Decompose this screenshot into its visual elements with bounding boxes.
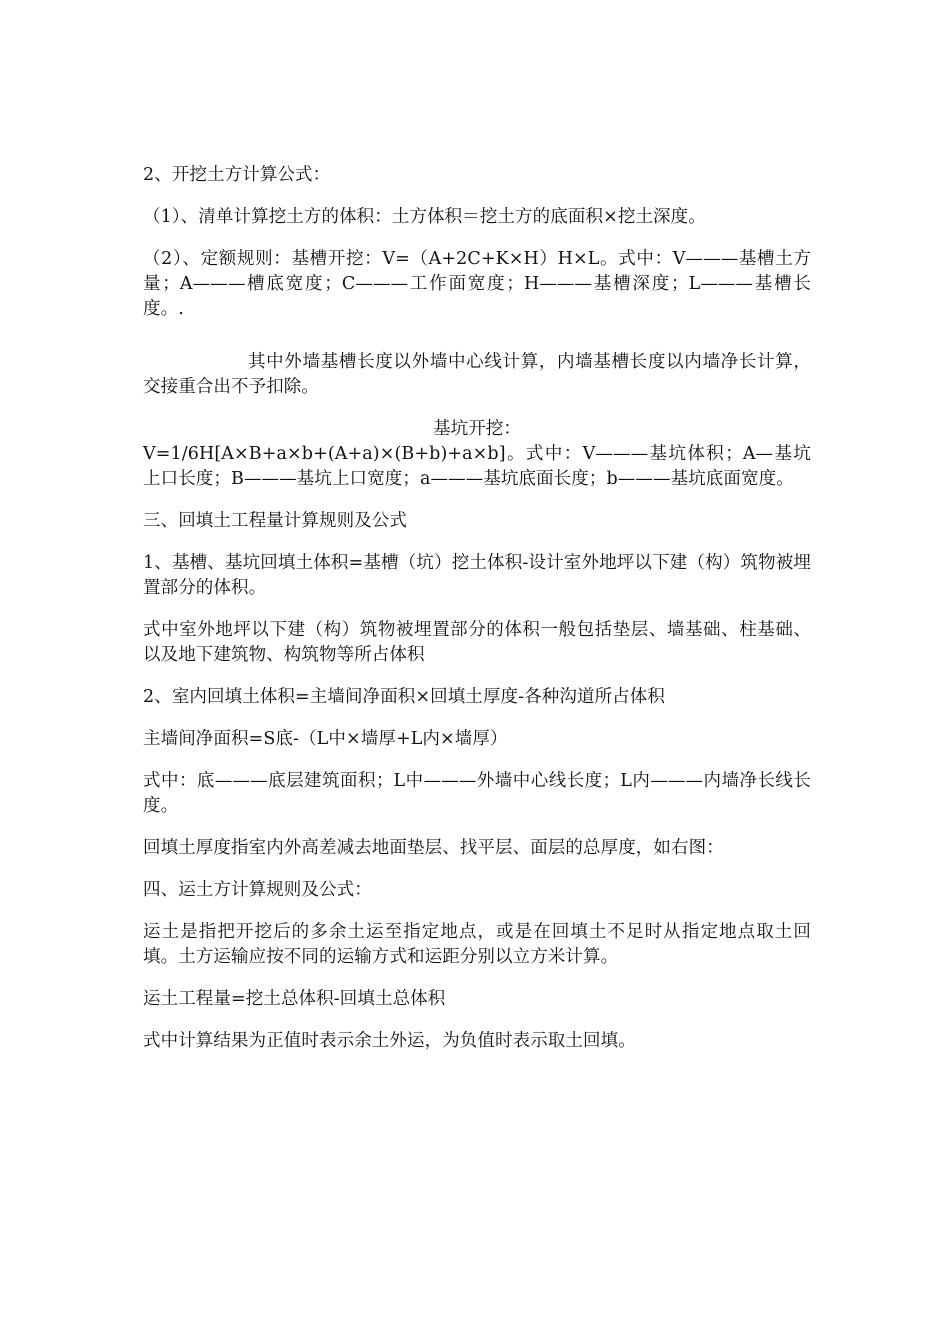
paragraph-transport-definition: 运土是指把开挖后的多余土运至指定地点，或是在回填土不足时从指定地点取土回填。土方运输应按不同的运输方式和运距分别以立方米计算。 xyxy=(143,922,811,967)
section-heading-excavation-formula: 2、开挖土方计算公式： xyxy=(143,165,331,185)
paragraph-trench-backfill: 1、基槽、基坑回填土体积=基槽（坑）挖土体积-设计室外地坪以下建（构）筑物被埋置部分的体积。 xyxy=(143,553,811,598)
paragraph-backfill-thickness: 回填土厚度指室内外高差减去地面垫层、找平层、面层的总厚度，如右图： xyxy=(143,838,724,858)
paragraph-indoor-backfill: 2、室内回填土体积=主墙间净面积×回填土厚度-各种沟道所占体积 xyxy=(143,687,665,707)
paragraph-transport-quantity: 运土工程量=挖土总体积-回填土总体积 xyxy=(143,989,446,1009)
paragraph-trench-length: 其中外墙基槽长度以外墙中心线计算，内墙基槽长度以内墙净长计算，交接重合出不予扣除。 xyxy=(143,352,811,397)
document-body xyxy=(143,163,811,1071)
paragraph-net-area: 主墙间净面积=S底-（L中×墙厚+L内×墙厚） xyxy=(143,729,508,749)
paragraph-pit-heading: 基坑开挖： xyxy=(433,419,521,439)
section-heading-backfill: 三、回填土工程量计算规则及公式 xyxy=(143,511,407,531)
paragraph-quota-trench: （2）、定额规则：基槽开挖：V=（A+2C+K×H）H×L。式中：V———基槽土方量；A———槽底宽度；C———工作面宽度；H———基槽深度；L———基槽长度。. xyxy=(143,249,811,319)
paragraph-buried-volume: 式中室外地坪以下建（构）筑物被埋置部分的体积一般包括垫层、墙基础、柱基础、以及地下建筑物、构筑物等所占体积 xyxy=(143,620,811,665)
paragraph-result-meaning: 式中计算结果为正值时表示余土外运，为负值时表示取土回填。 xyxy=(143,1031,636,1051)
section-heading-transport: 四、运土方计算规则及公式： xyxy=(143,880,372,900)
paragraph-pit-formula: V=1/6H[A×B+a×b+(A+a)×(B+b)+a×b]。式中：V———基坑体积；A—基坑上口长度；B———基坑上口宽度；a———基坑底面长度；b———基坑底面宽度。 xyxy=(143,444,811,489)
paragraph-bill-volume: （1）、清单计算挖土方的体积：土方体积＝挖土方的底面积×挖土深度。 xyxy=(143,207,706,227)
paragraph-symbols: 式中：底———底层建筑面积；L中———外墙中心线长度；L内———内墙净长线长度。 xyxy=(143,771,811,816)
